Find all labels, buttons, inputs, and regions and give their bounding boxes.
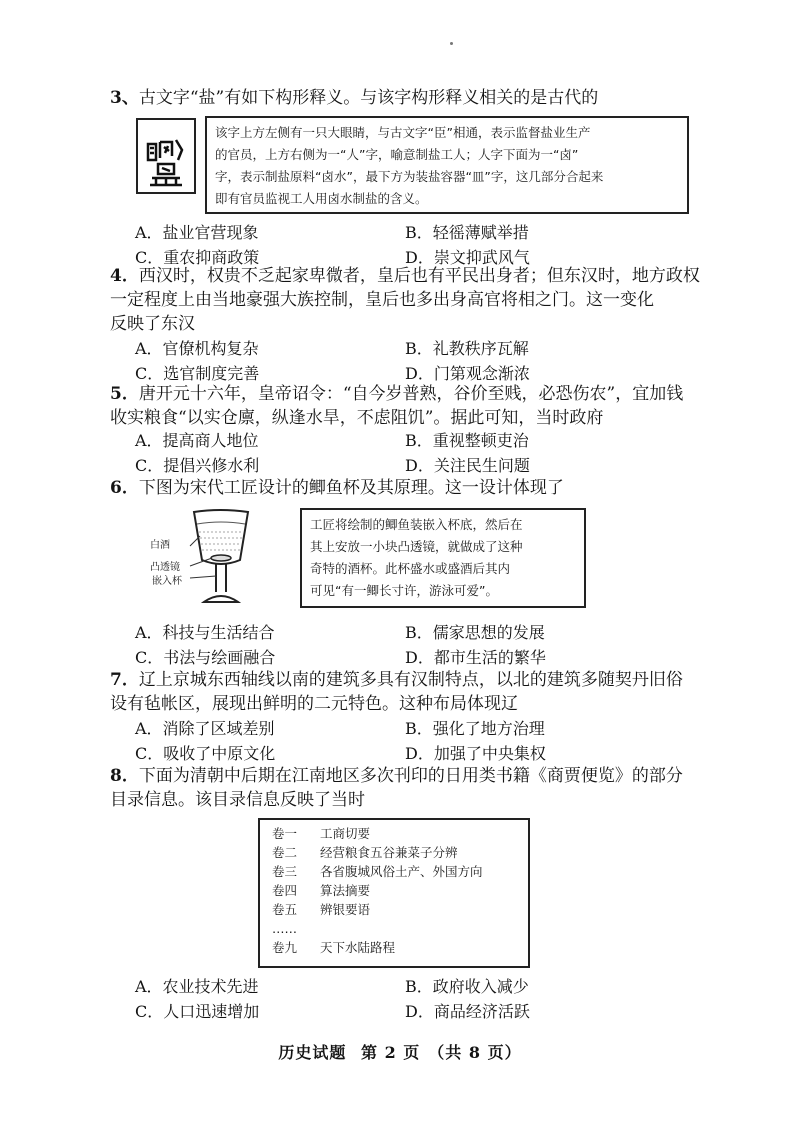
question-number: 3、 — [110, 88, 139, 108]
option-b[interactable]: B．重视整顿吏治 — [405, 431, 529, 450]
option-c[interactable]: C．吸收了中原文化 — [135, 744, 276, 763]
question-stem-line: 一定程度上由当地豪强大族控制，皇后也多出身高官将相之门。这一变化 — [110, 290, 654, 310]
question-6 — [110, 476, 700, 500]
toc-row — [272, 881, 516, 900]
question-7 — [110, 668, 700, 716]
toc-title: 天下水陆路程 — [320, 940, 396, 955]
toc-volume: 卷九 — [272, 940, 298, 955]
q3-explanation-box — [205, 116, 689, 214]
q8-options — [135, 974, 695, 1024]
toc-ellipsis: …… — [272, 921, 297, 936]
cup-label-liquor: 白酒 — [150, 540, 170, 551]
option-b[interactable]: B．轻徭薄赋举措 — [405, 223, 529, 242]
option-b[interactable]: B．礼教秩序瓦解 — [405, 339, 529, 358]
option-d[interactable]: D．关注民生问题 — [405, 456, 530, 475]
cup-label-embedded: 嵌入杯 — [152, 576, 182, 587]
option-d[interactable]: D．都市生活的繁华 — [405, 648, 546, 667]
question-4 — [110, 264, 700, 336]
option-a[interactable]: A．消除了区域差别 — [135, 719, 275, 738]
box-line: 字，表示制盐原料“卤水”，最下方为装盐容器“皿”字，这几部分合起来 — [215, 169, 604, 184]
question-stem-line: 反映了东汉 — [110, 314, 195, 334]
option-d[interactable]: D．门第观念渐浓 — [405, 364, 530, 383]
toc-title: 各省腹城风俗土产、外国方向 — [320, 864, 483, 879]
box-line: 该字上方左侧有一只大眼睛，与古文字“臣”相通，表示监督盐业生产 — [215, 125, 591, 140]
toc-row — [272, 919, 516, 938]
toc-row — [272, 824, 516, 843]
question-number: 8． — [110, 766, 139, 786]
box-line: 即有官员监视工人用卤水制盐的含义。 — [215, 191, 428, 206]
q3-options — [135, 220, 695, 270]
toc-volume: 卷一 — [272, 826, 298, 841]
footer-subject: 历史试题 — [278, 1043, 347, 1062]
option-c[interactable]: C．人口迅速增加 — [135, 1002, 260, 1021]
q6-options — [135, 620, 695, 670]
option-c[interactable]: C．选官制度完善 — [135, 364, 260, 383]
option-b[interactable]: B．儒家思想的发展 — [405, 623, 545, 642]
toc-row — [272, 938, 516, 957]
q7-options — [135, 716, 695, 766]
page-footer — [0, 1040, 800, 1063]
question-stem-line: 目录信息。该目录信息反映了当时 — [110, 790, 365, 810]
toc-title: 算法摘要 — [320, 883, 371, 898]
toc-title: 工商切要 — [320, 826, 371, 841]
toc-volume: 卷二 — [272, 845, 298, 860]
question-5 — [110, 382, 700, 430]
toc-row — [272, 843, 516, 862]
toc-row — [272, 862, 516, 881]
option-c[interactable]: C．书法与绘画融合 — [135, 648, 276, 667]
option-d[interactable]: D．加强了中央集权 — [405, 744, 546, 763]
box-line: 可见“有一鲫长寸许，游泳可爱”。 — [310, 583, 498, 598]
toc-volume: 卷五 — [272, 902, 298, 917]
footer-total-pages: （共 8 页） — [428, 1043, 522, 1062]
option-d[interactable]: D．崇文抑武风气 — [405, 248, 530, 267]
box-line: 其上安放一小块凸透镜，就做成了这种 — [310, 539, 523, 554]
scan-speck — [450, 42, 453, 45]
question-stem-line: 设有毡帐区，展现出鲜明的二元特色。这种布局体现辽 — [110, 694, 518, 714]
toc-row — [272, 900, 516, 919]
toc-volume: 卷三 — [272, 864, 298, 879]
option-b[interactable]: B．政府收入减少 — [405, 977, 529, 996]
toc-volume: 卷四 — [272, 883, 298, 898]
box-line: 的官员，上方右侧为一“人”字，喻意制盐工人；人字下面为一“卤” — [215, 147, 579, 162]
toc-title: 经营粮食五谷兼菜子分辨 — [320, 845, 458, 860]
option-a[interactable]: A．科技与生活结合 — [135, 623, 275, 642]
cup-label-lens: 凸透镜 — [150, 562, 180, 573]
option-a[interactable]: A．盐业官营现象 — [135, 223, 259, 242]
box-line: 奇特的酒杯。此杯盛水或盛酒后其内 — [310, 561, 511, 576]
q4-options — [135, 336, 695, 386]
question-number: 7． — [110, 670, 139, 690]
option-a[interactable]: A．官僚机构复杂 — [135, 339, 259, 358]
option-c[interactable]: C．重农抑商政策 — [135, 248, 260, 267]
q8-table-of-contents — [258, 818, 530, 968]
option-d[interactable]: D．商品经济活跃 — [405, 1002, 530, 1021]
option-a[interactable]: A．提高商人地位 — [135, 431, 259, 450]
question-3 — [110, 86, 700, 110]
option-b[interactable]: B．强化了地方治理 — [405, 719, 545, 738]
question-stem-line: 辽上京城东西轴线以南的建筑多具有汉制特点，以北的建筑多随契丹旧俗 — [138, 670, 683, 690]
question-stem-line: 西汉时，权贵不乏起家卑微者，皇后也有平民出身者；但东汉时，地方政权 — [138, 266, 700, 286]
question-stem: 下图为宋代工匠设计的鲫鱼杯及其原理。这一设计体现了 — [138, 478, 564, 498]
question-number: 4． — [110, 266, 139, 286]
question-stem: 古文字“盐”有如下构形释义。与该字构形释义相关的是古代的 — [138, 88, 599, 108]
ancient-salt-character-icon — [138, 120, 194, 192]
option-c[interactable]: C．提倡兴修水利 — [135, 456, 260, 475]
q6-explanation-box — [300, 508, 586, 608]
question-number: 6． — [110, 478, 139, 498]
fish-cup-illustration — [150, 506, 270, 618]
question-stem-line: 收实粮食“以实仓廪，纵逢水旱，不虑阻饥”。据此可知，当时政府 — [110, 408, 604, 428]
question-stem-line: 下面为清朝中后期在江南地区多次刊印的日用类书籍《商贾便览》的部分 — [138, 766, 683, 786]
question-number: 5． — [110, 384, 139, 404]
salt-glyph-illustration — [136, 118, 196, 194]
box-line: 工匠将绘制的鲫鱼装嵌入杯底，然后在 — [310, 517, 523, 532]
question-8 — [110, 764, 700, 812]
footer-page-number: 第 2 页 — [361, 1043, 421, 1062]
toc-title: 辨银要语 — [320, 902, 371, 917]
option-a[interactable]: A．农业技术先进 — [135, 977, 259, 996]
question-stem-line: 唐开元十六年，皇帝诏令：“自今岁普熟，谷价至贱，必恐伤农”，宜加钱 — [138, 384, 684, 404]
q5-options — [135, 428, 695, 478]
